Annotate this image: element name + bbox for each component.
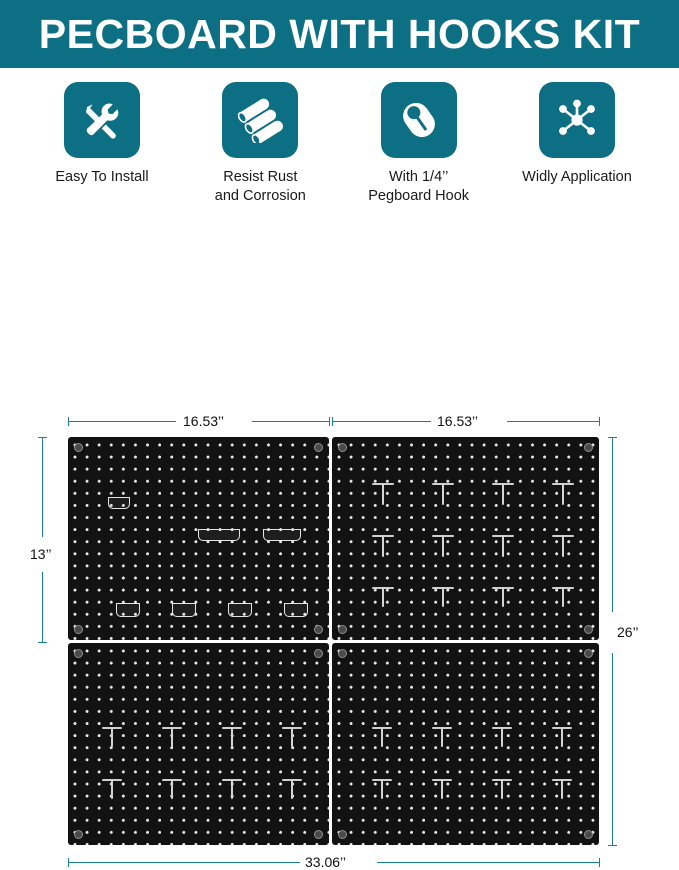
hook-mark <box>562 483 564 505</box>
dimension-line-right-b <box>612 653 613 845</box>
dimension-label-total-height: 26’’ <box>617 624 639 641</box>
dimension-label-panel-width-right: 16.53’’ <box>437 413 479 430</box>
hook-mark <box>231 727 233 747</box>
dimension-line-right-a <box>612 437 613 612</box>
hook-mark <box>501 779 503 799</box>
feature-item-widly-application <box>503 82 651 205</box>
feature-label-line: Easy To Install <box>55 169 149 185</box>
feature-label-line: With 1/4’’ <box>388 169 449 185</box>
hook-mark <box>562 535 564 557</box>
product-dimension-diagram <box>0 205 679 870</box>
hook-mark <box>198 529 240 541</box>
hook-mark <box>442 483 444 505</box>
hook-mark <box>381 727 383 747</box>
feature-item-easy-to-install <box>28 82 176 205</box>
dimension-tick <box>329 417 330 426</box>
hook-mark <box>108 497 130 509</box>
hook-mark <box>502 535 504 557</box>
perforation-pattern <box>332 643 599 845</box>
feature-item-pegboard-hook <box>345 82 493 205</box>
hook-mark <box>111 779 113 799</box>
dimension-label-total-width: 33.06’’ <box>305 854 347 870</box>
dimension-tick <box>68 858 69 867</box>
dimension-line-bottom-a <box>68 862 300 863</box>
dimension-tick <box>332 417 333 426</box>
hook-mark <box>382 587 384 607</box>
feature-list <box>0 68 679 205</box>
dimension-tick <box>68 417 69 426</box>
dimension-line-top-right-a <box>332 421 431 422</box>
hook-mark <box>502 587 504 607</box>
page-title: PECBOARD WITH HOOKS KIT <box>38 10 641 57</box>
hook-mark <box>441 727 443 747</box>
hook-mark <box>381 779 383 799</box>
pegboard-assembly <box>68 437 599 845</box>
pegboard-panel-bottom-left <box>68 643 329 845</box>
network-nodes-icon <box>539 82 615 158</box>
dimension-label-panel-width-left: 16.53’’ <box>183 413 225 430</box>
hook-mark <box>228 603 252 617</box>
feature-label-line: Pegboard Hook <box>368 187 470 204</box>
dimension-line-top-left-b <box>252 421 329 422</box>
feature-label-line: Resist Rust <box>223 169 298 185</box>
dimension-label-panel-height: 13’’ <box>30 546 52 563</box>
hook-mark <box>382 483 384 505</box>
feature-item-resist-rust <box>186 82 334 205</box>
dimension-line-left-a <box>42 437 43 537</box>
hook-mark <box>291 779 293 799</box>
hook-mark <box>502 483 504 505</box>
feature-label-line: Widly Application <box>522 169 632 185</box>
hook-mark <box>382 535 384 557</box>
dimension-line-top-left-a <box>68 421 176 422</box>
pegboard-panel-top-right <box>332 437 599 640</box>
dimension-tick <box>38 642 47 643</box>
dimension-tick <box>608 845 617 846</box>
hook-mark <box>284 603 308 617</box>
hook-mark <box>291 727 293 747</box>
dimension-tick <box>599 417 600 426</box>
hook-mark <box>171 779 173 799</box>
pipes-icon <box>222 82 298 158</box>
hook-mark <box>442 587 444 607</box>
feature-label <box>215 168 306 205</box>
perforation-pattern <box>332 437 599 640</box>
dimension-tick <box>599 858 600 867</box>
dimension-tick <box>608 437 617 438</box>
hook-mark <box>171 727 173 747</box>
hook-mark <box>441 779 443 799</box>
hook-mark <box>263 529 301 541</box>
hook-mark <box>561 727 563 747</box>
hook-mark <box>561 779 563 799</box>
dimension-line-left-b <box>42 572 43 642</box>
hook-mark <box>231 779 233 799</box>
hook-mark <box>442 535 444 557</box>
feature-label <box>522 168 632 187</box>
pegboard-panel-bottom-right <box>332 643 599 845</box>
feature-label <box>55 168 148 187</box>
hook-mark <box>116 603 140 617</box>
hook-mark <box>562 587 564 607</box>
feature-label <box>368 168 469 205</box>
feature-label-line: and Corrosion <box>214 187 306 204</box>
pegboard-panel-top-left <box>68 437 329 640</box>
wrench-screwdriver-icon <box>64 82 140 158</box>
dimension-line-top-right-b <box>507 421 599 422</box>
dimension-line-bottom-b <box>377 862 599 863</box>
dimension-tick <box>38 437 47 438</box>
hook-mark <box>501 727 503 747</box>
perforation-pattern <box>68 643 329 845</box>
hook-mark <box>111 727 113 747</box>
header-banner <box>0 0 679 68</box>
hook-mark <box>172 603 196 617</box>
pegboard-hook-icon <box>381 82 457 158</box>
